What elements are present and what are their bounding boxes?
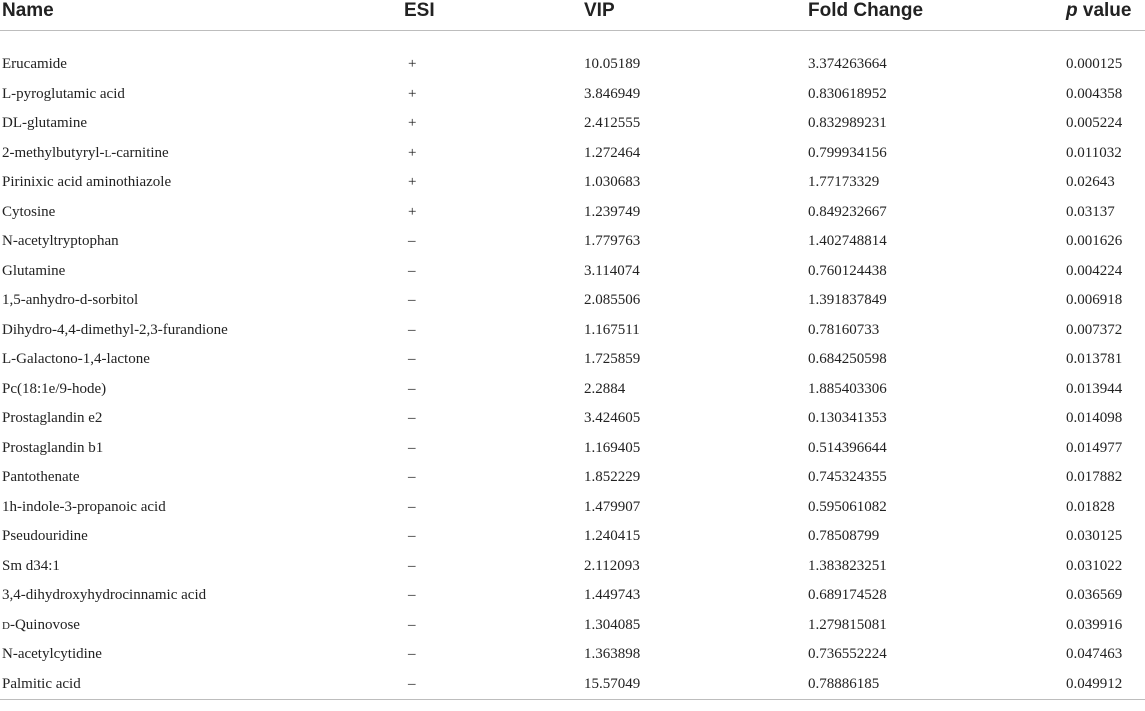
cell-name: 3,4-dihydroxyhydrocinnamic acid bbox=[2, 587, 207, 603]
cell-fold-change: 1.391837849 bbox=[808, 292, 887, 308]
cell-esi: – bbox=[408, 587, 416, 603]
cell-name: Palmitic acid bbox=[0, 670, 404, 700]
cell-fold-change: 0.736552224 bbox=[808, 646, 887, 662]
cell-name-suffix: -carnitine bbox=[111, 144, 169, 161]
cell-fold-change: 0.760124438 bbox=[808, 262, 887, 279]
cell-vip: 15.57049 bbox=[584, 670, 808, 700]
cell-name bbox=[0, 139, 404, 169]
cell-esi: – bbox=[408, 292, 416, 308]
table-row bbox=[0, 375, 1145, 405]
cell-p-value: 0.007372 bbox=[1066, 321, 1123, 338]
table-row bbox=[0, 522, 1145, 552]
table-row bbox=[0, 198, 1145, 228]
header-p-word: value bbox=[1082, 0, 1132, 21]
cell-vip: 1.030683 bbox=[584, 174, 641, 190]
cell-esi: – bbox=[408, 233, 416, 249]
table-row bbox=[0, 611, 1145, 641]
cell-name: Glutamine bbox=[2, 262, 66, 279]
cell-vip: 1.304085 bbox=[584, 616, 641, 633]
cell-name: N-acetylcytidine bbox=[2, 646, 102, 662]
cell-vip: 3.424605 bbox=[584, 410, 641, 426]
cell-name: Cytosine bbox=[2, 203, 56, 220]
cell-name: Prostaglandin b1 bbox=[2, 439, 104, 456]
table-row bbox=[0, 257, 1145, 287]
table-row bbox=[0, 670, 1145, 700]
cell-p-value: 0.004358 bbox=[1066, 85, 1123, 102]
table-row bbox=[0, 463, 1145, 493]
cell-esi: + bbox=[408, 56, 417, 72]
cell-vip: 1.725859 bbox=[584, 351, 641, 367]
header-vip: VIP bbox=[584, 0, 808, 31]
table-row bbox=[0, 345, 1145, 375]
cell-fold-change: 0.130341353 bbox=[808, 410, 887, 426]
cell-esi: – bbox=[408, 616, 416, 633]
header-p-value bbox=[1066, 0, 1145, 31]
cell-esi: + bbox=[408, 203, 417, 220]
cell-name: Erucamide bbox=[2, 56, 67, 72]
cell-esi: – bbox=[408, 557, 416, 574]
table-body bbox=[0, 50, 1145, 700]
cell-p-value: 0.01828 bbox=[1066, 498, 1115, 515]
cell-fold-change: 0.78508799 bbox=[808, 528, 880, 544]
cell-vip: 1.479907 bbox=[584, 498, 641, 515]
cell-name-prefix: 2-methylbutyryl- bbox=[2, 144, 105, 161]
cell-p-value: 0.014977 bbox=[1066, 439, 1123, 456]
cell-p-value: 0.047463 bbox=[1066, 646, 1123, 662]
table-row bbox=[0, 404, 1145, 434]
cell-vip: 1.169405 bbox=[584, 439, 641, 456]
cell-esi: – bbox=[408, 380, 416, 397]
cell-name: Pc(18:1e/9-hode) bbox=[2, 380, 107, 397]
cell-fold-change: 0.78160733 bbox=[808, 321, 880, 338]
cell-vip: 1.363898 bbox=[584, 646, 641, 662]
cell-p-value: 0.013944 bbox=[1066, 380, 1123, 397]
cell-esi: – bbox=[408, 469, 416, 485]
cell-p-value: 0.049912 bbox=[1066, 670, 1145, 700]
cell-esi: – bbox=[408, 262, 416, 279]
cell-p-value: 0.013781 bbox=[1066, 351, 1123, 367]
cell-p-value: 0.006918 bbox=[1066, 292, 1123, 308]
cell-fold-change: 0.78886185 bbox=[808, 670, 1066, 700]
cell-fold-change: 0.832989231 bbox=[808, 115, 887, 131]
cell-fold-change: 0.849232667 bbox=[808, 203, 887, 220]
table-row bbox=[0, 109, 1145, 139]
cell-fold-change: 1.402748814 bbox=[808, 233, 887, 249]
cell-esi: – bbox=[408, 410, 416, 426]
cell-name: Pantothenate bbox=[2, 469, 80, 485]
cell-vip: 1.239749 bbox=[584, 203, 641, 220]
cell-p-value: 0.005224 bbox=[1066, 115, 1123, 131]
cell-p-value: 0.02643 bbox=[1066, 174, 1115, 190]
cell-p-value: 0.030125 bbox=[1066, 528, 1123, 544]
table-row bbox=[0, 552, 1145, 582]
cell-fold-change: 1.77173329 bbox=[808, 174, 880, 190]
cell-esi: + bbox=[408, 174, 417, 190]
cell-vip: 2.112093 bbox=[584, 557, 640, 574]
table-row bbox=[0, 286, 1145, 316]
cell-esi: – bbox=[408, 498, 416, 515]
cell-fold-change: 1.383823251 bbox=[808, 557, 887, 574]
cell-esi: – bbox=[404, 670, 584, 700]
cell-fold-change: 0.689174528 bbox=[808, 587, 887, 603]
header-row bbox=[0, 0, 1145, 31]
cell-vip: 10.05189 bbox=[584, 56, 641, 72]
cell-name: Sm d34:1 bbox=[2, 557, 60, 574]
header-esi: ESI bbox=[404, 0, 584, 31]
cell-p-value: 0.039916 bbox=[1066, 616, 1123, 633]
cell-p-value: 0.031022 bbox=[1066, 557, 1123, 574]
cell-esi: + bbox=[408, 144, 417, 161]
cell-esi: – bbox=[408, 439, 416, 456]
cell-name: L-Galactono-1,4-lactone bbox=[2, 351, 150, 367]
cell-esi: – bbox=[408, 646, 416, 662]
cell-esi: + bbox=[408, 115, 417, 131]
cell-name-smallcaps: l bbox=[104, 144, 112, 161]
table-row bbox=[0, 168, 1145, 198]
cell-p-value: 0.004224 bbox=[1066, 262, 1123, 279]
table-row bbox=[0, 493, 1145, 523]
cell-fold-change: 0.745324355 bbox=[808, 469, 887, 485]
cell-p-value: 0.014098 bbox=[1066, 410, 1123, 426]
cell-fold-change: 1.279815081 bbox=[808, 616, 887, 633]
cell-fold-change: 0.595061082 bbox=[808, 498, 887, 515]
cell-name-smallcaps: d bbox=[2, 616, 10, 633]
cell-fold-change: 0.799934156 bbox=[808, 144, 887, 161]
cell-vip: 1.779763 bbox=[584, 233, 641, 249]
cell-vip: 1.167511 bbox=[584, 321, 640, 338]
cell-name: L-pyroglutamic acid bbox=[2, 85, 125, 102]
cell-p-value: 0.011032 bbox=[1066, 144, 1122, 161]
cell-p-value: 0.036569 bbox=[1066, 587, 1123, 603]
cell-vip: 1.272464 bbox=[584, 144, 641, 161]
table-row bbox=[0, 50, 1145, 80]
table-row bbox=[0, 316, 1145, 346]
cell-p-value: 0.001626 bbox=[1066, 233, 1123, 249]
header-spacer bbox=[0, 31, 1145, 51]
cell-vip: 1.240415 bbox=[584, 528, 641, 544]
table-header bbox=[0, 0, 1145, 50]
cell-esi: – bbox=[408, 321, 416, 338]
header-p-symbol: p bbox=[1066, 0, 1078, 21]
cell-fold-change: 0.830618952 bbox=[808, 85, 887, 102]
cell-vip: 2.412555 bbox=[584, 115, 641, 131]
cell-name-suffix: -Quinovose bbox=[9, 616, 80, 633]
cell-p-value: 0.000125 bbox=[1066, 56, 1123, 72]
cell-vip: 3.846949 bbox=[584, 85, 641, 102]
cell-esi: – bbox=[408, 351, 416, 367]
cell-name: N-acetyltryptophan bbox=[2, 233, 119, 249]
header-name: Name bbox=[0, 0, 404, 31]
cell-vip: 2.2884 bbox=[584, 380, 626, 397]
cell-fold-change: 0.514396644 bbox=[808, 439, 887, 456]
cell-fold-change: 3.374263664 bbox=[808, 56, 887, 72]
cell-name bbox=[0, 611, 404, 641]
table-row bbox=[0, 227, 1145, 257]
cell-name: 1,5-anhydro-d-sorbitol bbox=[2, 292, 139, 308]
cell-p-value: 0.03137 bbox=[1066, 203, 1115, 220]
table-row bbox=[0, 640, 1145, 670]
cell-esi: + bbox=[408, 85, 417, 102]
cell-name: Prostaglandin e2 bbox=[2, 410, 103, 426]
cell-vip: 2.085506 bbox=[584, 292, 641, 308]
table-row bbox=[0, 80, 1145, 110]
table-row bbox=[0, 139, 1145, 169]
table-row bbox=[0, 581, 1145, 611]
cell-fold-change: 1.885403306 bbox=[808, 380, 887, 397]
cell-name: DL-glutamine bbox=[2, 115, 87, 131]
cell-name: 1h-indole-3-propanoic acid bbox=[2, 498, 166, 515]
cell-vip: 3.114074 bbox=[584, 262, 640, 279]
cell-p-value: 0.017882 bbox=[1066, 469, 1123, 485]
cell-esi: – bbox=[408, 528, 416, 544]
cell-vip: 1.852229 bbox=[584, 469, 641, 485]
cell-name: Pirinixic acid aminothiazole bbox=[2, 174, 172, 190]
cell-vip: 1.449743 bbox=[584, 587, 641, 603]
cell-name: Dihydro-4,4-dimethyl-2,3-furandione bbox=[2, 321, 228, 338]
cell-fold-change: 0.684250598 bbox=[808, 351, 887, 367]
header-fold-change: Fold Change bbox=[808, 0, 1066, 31]
cell-name: Pseudouridine bbox=[2, 528, 88, 544]
table-row bbox=[0, 434, 1145, 464]
